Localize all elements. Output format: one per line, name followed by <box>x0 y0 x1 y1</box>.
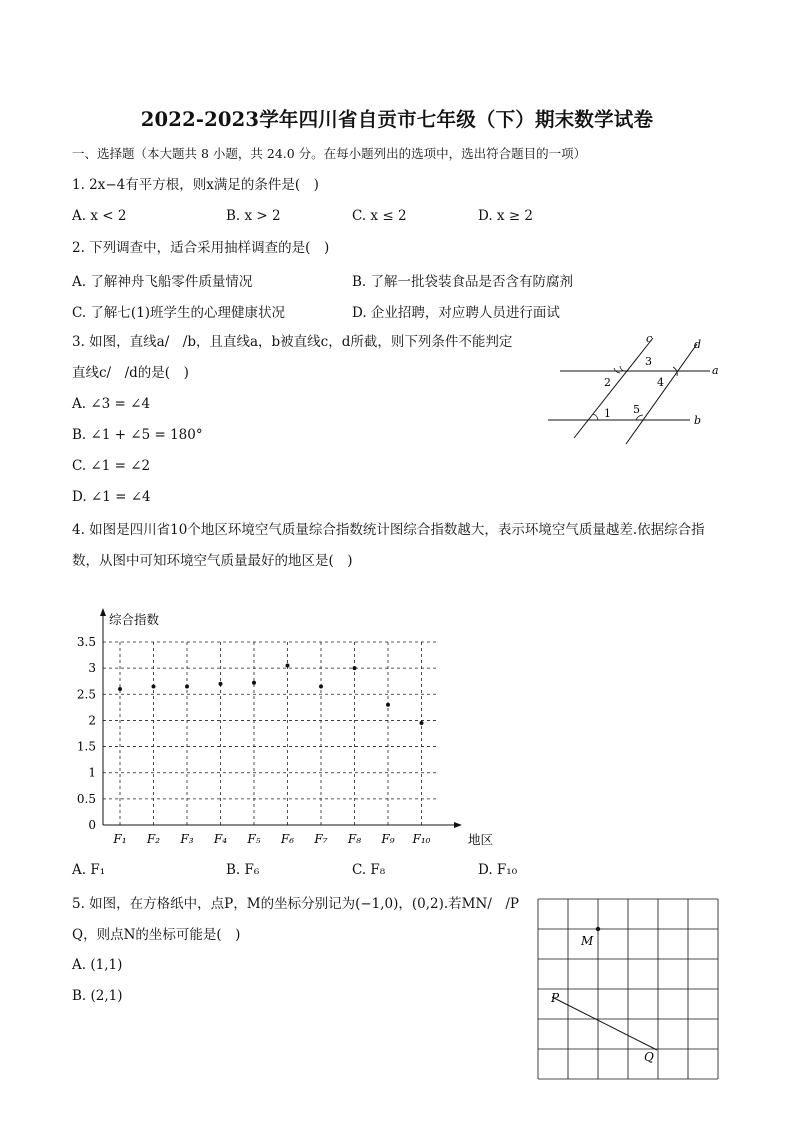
q2-option-c[interactable]: C. 了解七(1)班学生的心理健康状况 <box>72 305 286 321</box>
angle-3: 3 <box>645 355 652 368</box>
label-c: c <box>646 332 653 345</box>
q5-stem-line1: 5. 如图，在方格纸中，点P，M的坐标分别记为(−1,0)，(0,2).若MN/ /P <box>72 896 520 912</box>
y-tick-label: 1 <box>88 765 96 780</box>
q5-option-b[interactable]: B. (2,1) <box>72 988 123 1004</box>
label-d: d <box>694 338 702 351</box>
q3-option-a[interactable]: A. ∠3 = ∠4 <box>72 396 151 412</box>
angle-2: 2 <box>604 376 611 389</box>
y-tick-label: 3.5 <box>76 635 96 649</box>
q1-option-c[interactable]: C. x ≤ 2 <box>352 208 407 224</box>
point-m <box>596 927 600 931</box>
label-a: a <box>712 364 719 377</box>
q4-scatter-chart <box>0 600 794 860</box>
q1-stem: 1. 2x−4有平方根，则x满足的条件是( ) <box>72 177 319 193</box>
data-point <box>118 687 122 691</box>
q5-stem-line2: Q，则点N的坐标可能是( ) <box>72 927 241 943</box>
angle-5: 5 <box>633 403 640 416</box>
x-tick-label: F₂ <box>146 832 161 846</box>
x-tick-label: F₃ <box>180 832 194 846</box>
x-tick-label: F₈ <box>347 832 362 846</box>
q2-option-d[interactable]: D. 企业招聘，对应聘人员进行面试 <box>352 305 560 321</box>
q5-option-a[interactable]: A. (1,1) <box>72 957 123 973</box>
label-q: Q <box>644 1050 654 1064</box>
q3-figure <box>540 330 730 450</box>
angle-4: 4 <box>657 376 664 389</box>
q5-grid-figure <box>537 898 719 1080</box>
q1-option-a[interactable]: A. x < 2 <box>72 208 127 224</box>
q4-option-d[interactable]: D. F₁₀ <box>478 862 518 878</box>
q4-option-a[interactable]: A. F₁ <box>72 862 106 878</box>
label-b: b <box>694 414 702 427</box>
y-tick-label: 2.5 <box>76 687 96 702</box>
q3-option-b[interactable]: B. ∠1 + ∠5 = 180° <box>72 427 203 443</box>
data-point <box>353 666 357 670</box>
q2-option-b[interactable]: B. 了解一批袋装食品是否含有防腐剂 <box>352 274 574 290</box>
x-tick-label: F₇ <box>314 832 328 846</box>
q1-option-b[interactable]: B. x > 2 <box>226 208 281 224</box>
x-axis-arrow <box>454 822 462 828</box>
q3-option-c[interactable]: C. ∠1 = ∠2 <box>72 458 151 474</box>
x-tick-label: F₉ <box>381 832 395 846</box>
y-tick-label: 1.5 <box>76 739 96 754</box>
data-point <box>185 684 189 688</box>
q2-stem: 2. 下列调查中，适合采用抽样调查的是( ) <box>72 240 330 256</box>
x-axis-label: 地区 <box>468 832 494 847</box>
label-p: P <box>551 991 560 1005</box>
data-point <box>386 703 390 707</box>
data-point <box>219 682 223 686</box>
x-tick-label: F₁₀ <box>412 832 431 846</box>
q4-stem-line2: 数，从图中可知环境空气质量最好的地区是( ) <box>72 553 353 569</box>
q3-option-d[interactable]: D. ∠1 = ∠4 <box>72 489 151 505</box>
x-tick-label: F₆ <box>280 832 295 846</box>
q4-option-b[interactable]: B. F₆ <box>226 862 260 878</box>
x-tick-label: F₁ <box>113 832 127 846</box>
q2-option-a[interactable]: A. 了解神舟飞船零件质量情况 <box>72 274 253 290</box>
page-title: 2022-2023学年四川省自贡市七年级（下）期末数学试卷 <box>140 108 654 131</box>
y-tick-label: 3 <box>88 661 96 676</box>
data-point <box>286 664 290 668</box>
q3-stem-line1: 3. 如图，直线a/ /b，且直线a，b被直线c，d所截，则下列条件不能判定 <box>72 334 513 350</box>
q4-option-c[interactable]: C. F₈ <box>352 862 386 878</box>
label-m: M <box>581 934 594 948</box>
q1-option-d[interactable]: D. x ≥ 2 <box>478 208 534 224</box>
y-tick-label: 2 <box>88 713 96 728</box>
y-axis-label: 综合指数 <box>109 612 160 627</box>
data-point <box>420 721 424 725</box>
q3-stem-line2: 直线c/ /d的是( ) <box>72 365 189 381</box>
data-point <box>319 684 323 688</box>
y-tick-label: 0.5 <box>76 791 96 806</box>
y-tick-label: 0 <box>88 818 96 832</box>
y-axis-arrow <box>100 608 106 616</box>
x-tick-label: F₄ <box>213 832 228 846</box>
data-point <box>152 684 156 688</box>
q4-stem-line1: 4. 如图是四川省10个地区环境空气质量综合指数统计图综合指数越大，表示环境空气质量越差.依据综合指 <box>72 522 705 538</box>
angle-1: 1 <box>604 407 611 420</box>
x-tick-label: F₅ <box>247 832 261 846</box>
section-heading: 一、选择题（本大题共 8 小题，共 24.0 分。在每小题列出的选项中，选出符合题目的一项） <box>72 146 587 161</box>
data-point <box>252 681 256 685</box>
